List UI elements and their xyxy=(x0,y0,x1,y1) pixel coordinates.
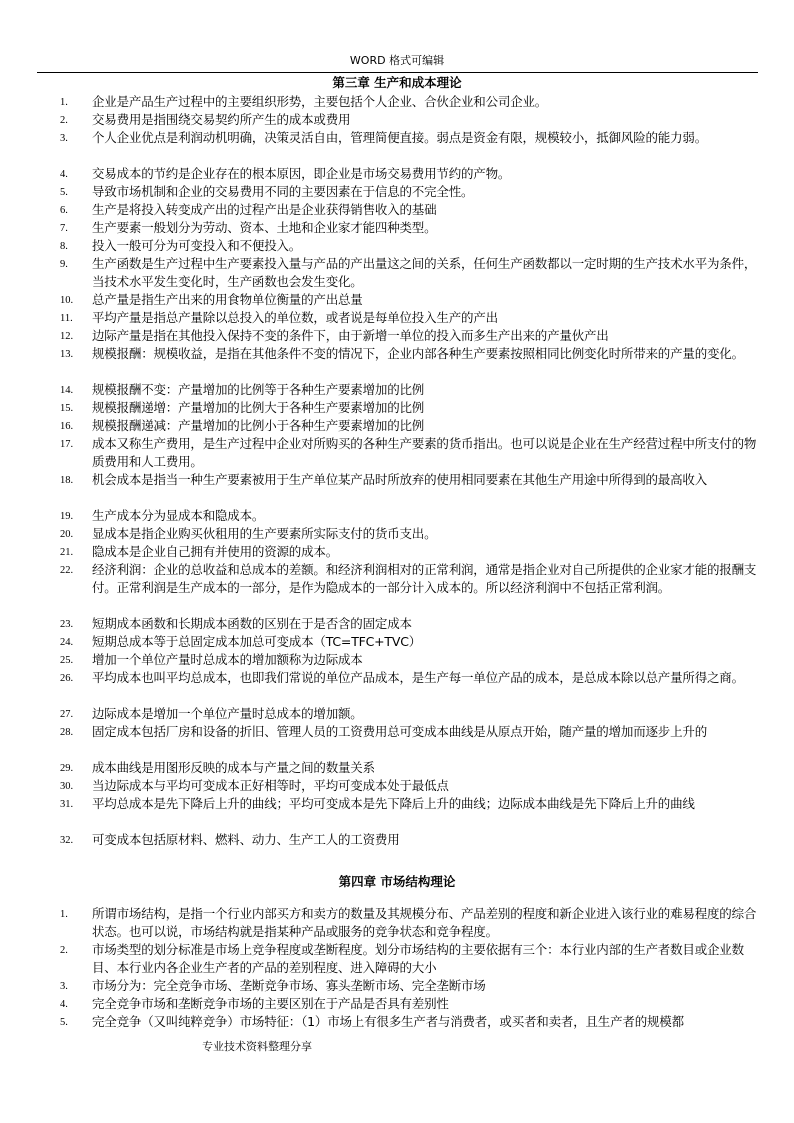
item-text: 规模报酬递减：产量增加的比例小于各种生产要素增加的比例 xyxy=(92,418,425,433)
item-number: 4. xyxy=(60,169,68,180)
item-text: 平均成本也叫平均总成本，也即我们常说的单位产品成本，是生产每一单位产品的成本，是总成本除以总产量所得之商。 xyxy=(92,670,744,685)
item-text: 经济利润：企业的总收益和总成本的差额。和经济利润相对的正常利润，通常是指企业对自己所提供的企业家才能的报酬支付。正常利润是生产成本的一部分，是作为隐成本的一部分计入成本的。所以经济利润中不包括正常利润。 xyxy=(92,562,757,596)
item-number: 32. xyxy=(60,835,74,846)
item-number: 28. xyxy=(60,727,74,738)
item-text: 生产函数是生产过程中生产要素投入量与产品的产出量这之间的关系，任何生产函数都以一定时期的生产技术水平为条件，当技术水平发生变化时，生产函数也会发生变化。 xyxy=(92,256,757,290)
item-number: 30. xyxy=(60,781,74,792)
item-text: 所谓市场结构，是指一个行业内部买方和卖方的数量及其规模分布、产品差别的程度和新企业进入该行业的难易程度的综合状态。也可以说，市场结构就是指某种产品或服务的竞争状态和竞争程度。 xyxy=(92,906,757,940)
item-number: 10. xyxy=(60,295,74,306)
item-text: 机会成本是指当一种生产要素被用于生产单位某产品时所放弃的使用相同要素在其他生产用途中所得到的最高收入 xyxy=(92,472,708,487)
item-number: 21. xyxy=(60,547,74,558)
item-text: 规模报酬递增：产量增加的比例大于各种生产要素增加的比例 xyxy=(92,400,425,415)
item-number: 5. xyxy=(60,1017,68,1028)
item-number: 11. xyxy=(60,313,73,324)
item-number: 17. xyxy=(60,439,74,450)
item-text: 隐成本是企业自己拥有并使用的资源的成本。 xyxy=(92,544,339,559)
item-number: 2. xyxy=(60,945,68,956)
item-number: 27. xyxy=(60,709,74,720)
item-number: 2. xyxy=(60,115,68,126)
item-text: 成本又称生产费用，是生产过程中企业对所购买的各种生产要素的货币指出。也可以说是企业在生产经营过程中所支付的物质费用和人工费用。 xyxy=(92,436,757,470)
item-number: 16. xyxy=(60,421,74,432)
item-text: 总产量是指生产出来的用食物单位衡量的产出总量 xyxy=(92,292,363,307)
item-text: 完全竞争（又叫纯粹竞争）市场特征：（1）市场上有很多生产者与消费者，或买者和卖者，且生产者的规模都 xyxy=(92,1014,684,1029)
item-text: 可变成本包括原材料、燃料、动力、生产工人的工资费用 xyxy=(92,832,400,847)
item-text: 增加一个单位产量时总成本的增加额称为边际成本 xyxy=(92,652,363,667)
item-text: 交易成本的节约是企业存在的根本原因，即企业是市场交易费用节约的产物。 xyxy=(92,166,511,181)
item-text: 短期成本函数和长期成本函数的区别在于是否含的固定成本 xyxy=(92,616,412,631)
item-number: 9. xyxy=(60,259,68,270)
chapter-4-title: 第四章 市场结构理论 xyxy=(338,874,456,889)
header-divider xyxy=(37,72,758,73)
item-number: 1. xyxy=(60,97,68,108)
item-number: 8. xyxy=(60,241,68,252)
item-number: 3. xyxy=(60,981,68,992)
item-number: 19. xyxy=(60,511,74,522)
item-number: 26. xyxy=(60,673,74,684)
item-text: 生产要素一般划分为劳动、资本、土地和企业家才能四种类型。 xyxy=(92,220,437,235)
item-number: 20. xyxy=(60,529,74,540)
item-text: 平均产量是指总产量除以总投入的单位数，或者说是每单位投入生产的产出 xyxy=(92,310,498,325)
item-text: 规模报酬：规模收益，是指在其他条件不变的情况下，企业内部各种生产要素按照相同比例变化时所带来的产量的变化。 xyxy=(92,346,744,361)
item-number: 7. xyxy=(60,223,68,234)
item-number: 25. xyxy=(60,655,74,666)
item-text: 平均总成本是先下降后上升的曲线；平均可变成本是先下降后上升的曲线；边际成本曲线是先下降后上升的曲线 xyxy=(92,796,695,811)
item-text: 规模报酬不变：产量增加的比例等于各种生产要素增加的比例 xyxy=(92,382,425,397)
item-number: 15. xyxy=(60,403,74,414)
item-text: 当边际成本与平均可变成本正好相等时，平均可变成本处于最低点 xyxy=(92,778,449,793)
item-number: 18. xyxy=(60,475,74,486)
item-number: 14. xyxy=(60,385,74,396)
item-number: 13. xyxy=(60,349,74,360)
item-number: 1. xyxy=(60,909,68,920)
item-text: 生产是将投入转变成产出的过程产出是企业获得销售收入的基础 xyxy=(92,202,437,217)
item-number: 24. xyxy=(60,637,74,648)
item-text: 导致市场机制和企业的交易费用不同的主要因素在于信息的不完全性。 xyxy=(92,184,474,199)
item-number: 6. xyxy=(60,205,68,216)
item-text: 企业是产品生产过程中的主要组织形势，主要包括个人企业、合伙企业和公司企业。 xyxy=(92,94,548,109)
item-number: 12. xyxy=(60,331,74,342)
item-text: 成本曲线是用图形反映的成本与产量之间的数量关系 xyxy=(92,760,375,775)
item-text: 投入一般可分为可变投入和不便投入。 xyxy=(92,238,302,253)
item-number: 5. xyxy=(60,187,68,198)
item-text: 边际成本是增加一个单位产量时总成本的增加额。 xyxy=(92,706,363,721)
item-text: 短期总成本等于总固定成本加总可变成本（TC=TFC+TVC） xyxy=(92,634,422,649)
item-text: 市场类型的划分标准是市场上竞争程度或垄断程度。划分市场结构的主要依据有三个：本行业内部的生产者数目或企业数目、本行业内各企业生产者的产品的差别程度、进入障碍的大小 xyxy=(92,942,744,976)
item-text: 显成本是指企业购买伙租用的生产要素所实际支付的货币支出。 xyxy=(92,526,437,541)
page-header: WORD 格式可编辑 xyxy=(349,54,445,67)
item-text: 市场分为：完全竞争市场、垄断竞争市场、寡头垄断市场、完全垄断市场 xyxy=(92,978,486,993)
item-text: 个人企业优点是利润动机明确，决策灵活自由，管理简便直接。弱点是资金有限，规模较小，抵御风险的能力弱。 xyxy=(92,130,708,145)
item-text: 边际产量是指在其他投入保持不变的条件下，由于新增一单位的投入而多生产出来的产量伙产出 xyxy=(92,328,609,343)
item-number: 29. xyxy=(60,763,74,774)
item-text: 固定成本包括厂房和设备的折旧、管理人员的工资费用总可变成本曲线是从原点开始，随产量的增加而逐步上升的 xyxy=(92,724,708,739)
item-text: 完全竞争市场和垄断竞争市场的主要区别在于产品是否具有差别性 xyxy=(92,996,449,1011)
item-text: 交易费用是指围绕交易契约所产生的成本或费用 xyxy=(92,112,351,127)
item-number: 4. xyxy=(60,999,68,1010)
item-text: 生产成本分为显成本和隐成本。 xyxy=(92,508,265,523)
item-number: 31. xyxy=(60,799,74,810)
page-footer: 专业技术资料整理分享 xyxy=(202,1040,312,1053)
chapter-3-title: 第三章 生产和成本理论 xyxy=(332,75,462,90)
item-number: 22. xyxy=(60,565,74,576)
item-number: 23. xyxy=(60,619,74,630)
item-number: 3. xyxy=(60,133,68,144)
